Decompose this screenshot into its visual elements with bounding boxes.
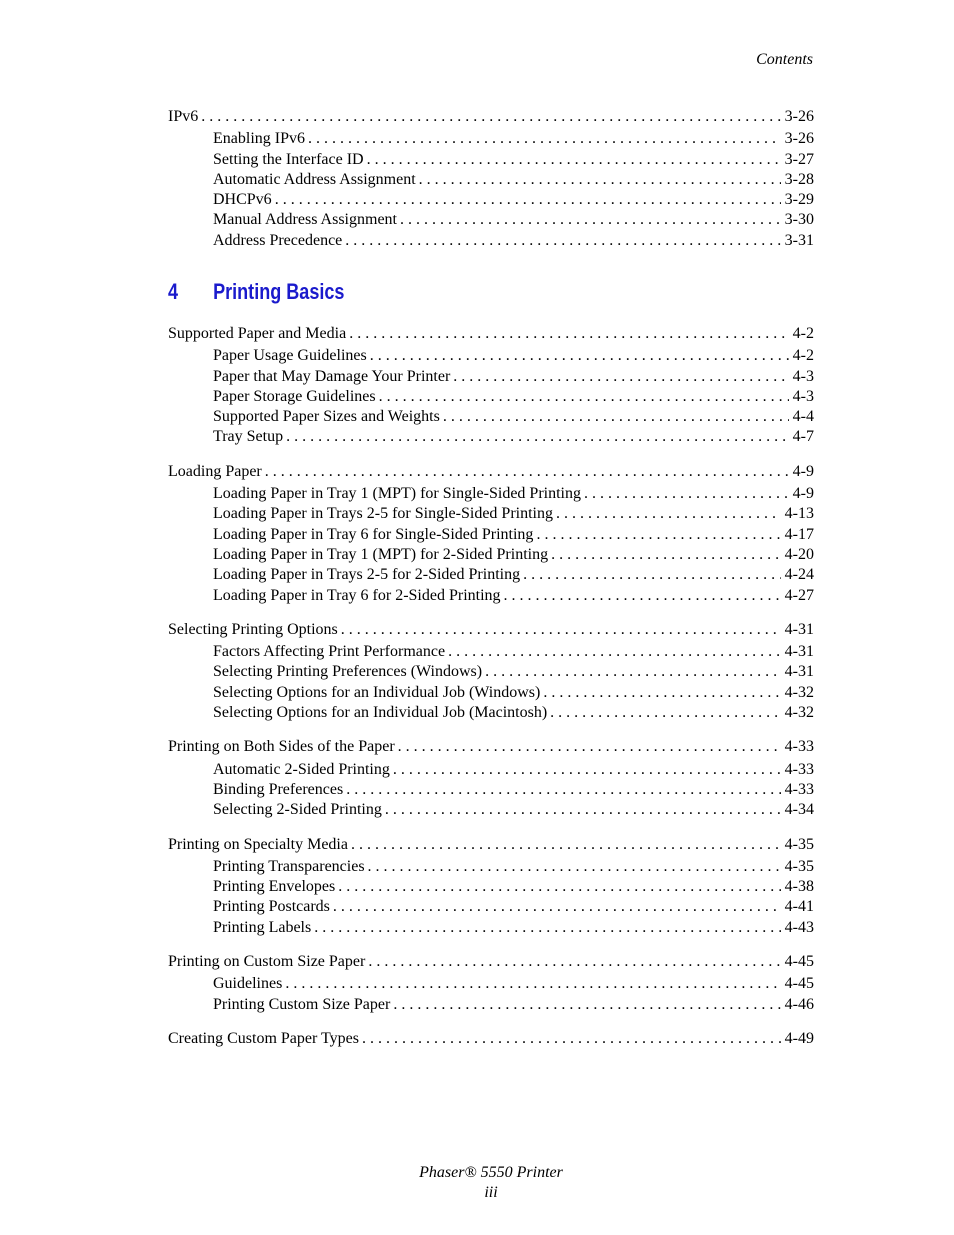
- toc-entry-page: 4-33: [784, 780, 814, 798]
- toc-entry-title: Selecting Options for an Individual Job (Macintosh): [213, 704, 548, 722]
- toc-subentry[interactable]: [168, 974, 814, 994]
- toc-entry-page: 4-33: [784, 738, 814, 756]
- dot-leader: [345, 231, 780, 251]
- toc-entry-page: 3-29: [784, 191, 814, 209]
- toc-entry-page: 4-17: [784, 525, 814, 543]
- toc-group: [168, 952, 814, 1015]
- dot-leader: [379, 387, 789, 407]
- toc-subentry[interactable]: [168, 857, 814, 877]
- dot-leader: [338, 877, 780, 897]
- dot-leader: [550, 703, 781, 723]
- dot-leader: [285, 974, 780, 994]
- toc-subentry[interactable]: [168, 231, 814, 251]
- chapter-title: Printing Basics: [213, 279, 345, 304]
- toc-entry[interactable]: [168, 107, 814, 127]
- toc-entry-page: 4-24: [784, 566, 814, 584]
- dot-leader: [362, 1029, 781, 1049]
- toc-entry-title: Setting the Interface ID: [213, 150, 364, 168]
- toc-subentry[interactable]: [168, 703, 814, 723]
- toc-subentry[interactable]: [168, 800, 814, 820]
- toc-entry-page: 4-7: [792, 428, 814, 446]
- dot-leader: [286, 427, 789, 447]
- toc-group: [168, 835, 814, 938]
- toc-subentry[interactable]: [168, 407, 814, 427]
- toc-entry-page: 4-20: [784, 545, 814, 563]
- toc-entry-title: Printing on Specialty Media: [168, 835, 348, 853]
- toc-entry[interactable]: [168, 835, 814, 855]
- toc-group: [168, 737, 814, 820]
- toc-entry-title: Factors Affecting Print Performance: [213, 643, 446, 661]
- toc-entry[interactable]: [168, 462, 814, 482]
- toc-subentry[interactable]: [168, 897, 814, 917]
- toc-entry[interactable]: [168, 620, 814, 640]
- toc-entry-page: 4-35: [784, 835, 814, 853]
- toc-entry-page: 4-45: [784, 975, 814, 993]
- dot-leader: [368, 952, 780, 972]
- dot-leader: [265, 462, 789, 482]
- chapter-heading[interactable]: [168, 279, 344, 305]
- toc-entry-page: 4-34: [784, 801, 814, 819]
- toc-entry-page: 4-33: [784, 760, 814, 778]
- toc-subentry[interactable]: [168, 995, 814, 1015]
- toc-subentry[interactable]: [168, 586, 814, 606]
- chapter-number: 4: [168, 279, 179, 304]
- toc-group: [168, 324, 814, 448]
- toc-entry-title: Binding Preferences: [213, 780, 344, 798]
- dot-leader: [368, 857, 781, 877]
- toc-entry-title: Printing Labels: [213, 918, 312, 936]
- footer-page-number: iii: [484, 1184, 498, 1201]
- toc-entry-page: 3-26: [784, 108, 814, 125]
- toc-entry-page: 4-31: [784, 643, 814, 661]
- toc-subentry[interactable]: [168, 387, 814, 407]
- toc-subentry[interactable]: [168, 504, 814, 524]
- toc-entry-page: 3-26: [784, 130, 814, 148]
- dot-leader: [333, 897, 781, 917]
- toc-entry-title: Loading Paper in Trays 2-5 for 2-Sided Printing: [213, 566, 521, 584]
- toc-entry-title: IPv6: [168, 108, 199, 125]
- toc-chapter-4: [168, 324, 814, 1051]
- toc-entry-page: 3-28: [784, 170, 814, 188]
- toc-subentry[interactable]: [168, 525, 814, 545]
- toc-entry-title: Printing on Both Sides of the Paper: [168, 738, 395, 756]
- toc-subentry[interactable]: [168, 190, 814, 210]
- dot-leader: [448, 642, 781, 662]
- toc-entry-title: Enabling IPv6: [213, 130, 305, 148]
- toc-entry-page: 4-2: [792, 347, 814, 365]
- toc-entry-title: Loading Paper in Tray 6 for 2-Sided Printing: [213, 586, 501, 604]
- dot-leader: [551, 545, 781, 565]
- dot-leader: [275, 190, 781, 210]
- toc-entry-page: 3-31: [784, 231, 814, 249]
- toc-entry-title: Paper Usage Guidelines: [213, 347, 367, 365]
- toc-entry-title: Printing on Custom Size Paper: [168, 953, 366, 971]
- toc-entry-page: 3-27: [784, 150, 814, 168]
- toc-entry[interactable]: [168, 324, 814, 344]
- toc-subentry[interactable]: [168, 642, 814, 662]
- dot-leader: [485, 662, 781, 682]
- dot-leader: [346, 780, 780, 800]
- dot-leader: [351, 835, 781, 855]
- dot-leader: [393, 995, 780, 1015]
- toc-entry[interactable]: [168, 737, 814, 757]
- toc-subentry[interactable]: [168, 170, 814, 190]
- toc-group: [168, 107, 814, 251]
- toc-entry-title: DHCPv6: [213, 191, 272, 209]
- toc-entry-title: Printing Custom Size Paper: [213, 995, 391, 1013]
- dot-leader: [504, 586, 781, 606]
- toc-subentry[interactable]: [168, 484, 814, 504]
- toc-entry-title: Address Precedence: [213, 231, 343, 249]
- toc-subentry[interactable]: [168, 346, 814, 366]
- toc-entry-title: Printing Transparencies: [213, 857, 365, 875]
- toc-entry-page: 3-30: [784, 211, 814, 229]
- toc-entry-page: 4-13: [784, 505, 814, 523]
- toc-entry-title: Printing Envelopes: [213, 878, 336, 896]
- toc-entry[interactable]: [168, 1029, 814, 1049]
- dot-leader: [453, 367, 788, 387]
- toc-entry-page: 4-38: [784, 878, 814, 896]
- toc-entry-title: Loading Paper in Tray 1 (MPT) for Single-Sided Printing: [213, 485, 581, 503]
- dot-leader: [308, 129, 781, 149]
- dot-leader: [584, 484, 789, 504]
- toc-ipv6-section: [168, 107, 814, 251]
- toc-subentry[interactable]: [168, 565, 814, 585]
- toc-entry[interactable]: [168, 952, 814, 972]
- dot-leader: [443, 407, 789, 427]
- toc-entry-title: Paper that May Damage Your Printer: [213, 367, 451, 385]
- toc-entry-title: Loading Paper: [168, 462, 262, 480]
- toc-entry-title: Selecting Printing Options: [168, 620, 338, 638]
- toc-subentry[interactable]: [168, 367, 814, 387]
- toc-entry-page: 4-41: [784, 898, 814, 916]
- toc-entry-title: Supported Paper Sizes and Weights: [213, 408, 440, 426]
- toc-entry-page: 4-4: [792, 408, 814, 426]
- dot-leader: [523, 565, 781, 585]
- dot-leader: [201, 107, 780, 127]
- toc-entry-page: 4-3: [792, 367, 814, 385]
- dot-leader: [370, 346, 789, 366]
- toc-entry-title: Loading Paper in Tray 1 (MPT) for 2-Sided Printing: [213, 545, 549, 563]
- toc-entry-page: 4-2: [792, 325, 814, 342]
- toc-subentry[interactable]: [168, 683, 814, 703]
- toc-entry-page: 4-32: [784, 704, 814, 722]
- toc-entry-title: Loading Paper in Trays 2-5 for Single-Sided Printing: [213, 505, 553, 523]
- toc-entry-page: 4-35: [784, 857, 814, 875]
- dot-leader: [536, 525, 780, 545]
- toc-entry-page: 4-45: [784, 953, 814, 971]
- dot-leader: [367, 150, 781, 170]
- running-header: Contents: [756, 51, 813, 68]
- toc-entry-title: Tray Setup: [213, 428, 284, 446]
- toc-subentry[interactable]: [168, 918, 814, 938]
- dot-leader: [398, 737, 781, 757]
- dot-leader: [400, 210, 781, 230]
- dot-leader: [349, 324, 788, 344]
- dot-leader: [314, 918, 780, 938]
- toc-entry-page: 4-31: [784, 663, 814, 681]
- toc-subentry[interactable]: [168, 662, 814, 682]
- dot-leader: [556, 504, 781, 524]
- toc-subentry[interactable]: [168, 427, 814, 447]
- toc-entry-title: Automatic 2-Sided Printing: [213, 760, 390, 778]
- toc-entry-title: Paper Storage Guidelines: [213, 387, 376, 405]
- toc-entry-title: Guidelines: [213, 975, 283, 993]
- toc-subentry[interactable]: [168, 150, 814, 170]
- toc-subentry[interactable]: [168, 780, 814, 800]
- toc-entry-title: Automatic Address Assignment: [213, 170, 416, 188]
- dot-leader: [341, 620, 781, 640]
- dot-leader: [393, 760, 781, 780]
- dot-leader: [385, 800, 781, 820]
- toc-subentry[interactable]: [168, 129, 814, 149]
- toc-group: [168, 462, 814, 606]
- toc-entry-page: 4-31: [784, 620, 814, 638]
- toc-entry-title: Manual Address Assignment: [213, 211, 397, 229]
- footer-product: Phaser® 5550 Printer: [419, 1164, 563, 1181]
- toc-entry-page: 4-27: [784, 586, 814, 604]
- toc-group: [168, 1029, 814, 1049]
- toc-entry-page: 4-46: [784, 995, 814, 1013]
- toc-entry-page: 4-9: [792, 485, 814, 503]
- toc-entry-title: Printing Postcards: [213, 898, 330, 916]
- toc-entry-page: 4-43: [784, 918, 814, 936]
- toc-subentry[interactable]: [168, 760, 814, 780]
- toc-entry-title: Creating Custom Paper Types: [168, 1029, 360, 1047]
- toc-entry-page: 4-49: [784, 1029, 814, 1047]
- toc-entry-page: 4-3: [792, 387, 814, 405]
- toc-subentry[interactable]: [168, 210, 814, 230]
- toc-subentry[interactable]: [168, 877, 814, 897]
- toc-entry-title: Selecting Printing Preferences (Windows): [213, 663, 483, 681]
- toc-entry-title: Loading Paper in Tray 6 for Single-Sided Printing: [213, 525, 534, 543]
- toc-entry-title: Supported Paper and Media: [168, 325, 347, 342]
- toc-entry-title: Selecting 2-Sided Printing: [213, 801, 382, 819]
- page-footer: [0, 1163, 954, 1203]
- dot-leader: [543, 683, 780, 703]
- dot-leader: [419, 170, 781, 190]
- toc-group: [168, 620, 814, 723]
- toc-entry-page: 4-32: [784, 683, 814, 701]
- toc-subentry[interactable]: [168, 545, 814, 565]
- toc-entry-title: Selecting Options for an Individual Job (Windows): [213, 683, 541, 701]
- toc-entry-page: 4-9: [792, 462, 814, 480]
